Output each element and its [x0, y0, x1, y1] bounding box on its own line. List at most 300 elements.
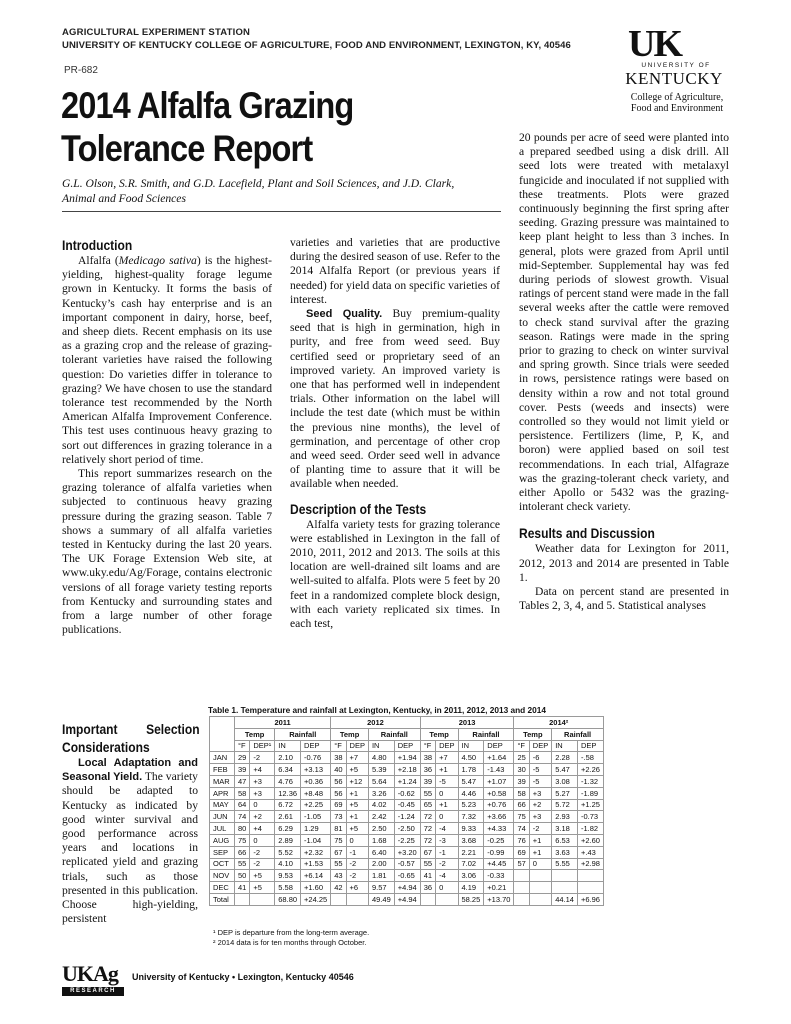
report-title: 2014 Alfalfa Grazing Tolerance Report [61, 85, 354, 169]
unit-header: DEP [577, 740, 603, 752]
table-cell [552, 882, 578, 894]
table-cell: 4.19 [458, 882, 484, 894]
table-row [210, 752, 604, 764]
table-cell: 2.89 [275, 834, 301, 846]
table-cell: -0.57 [394, 858, 420, 870]
table-cell: +2.60 [577, 834, 603, 846]
table-cell: +2.18 [394, 764, 420, 776]
page-footer [62, 962, 392, 998]
temp-header: Temp [514, 728, 552, 740]
table-cell: +3 [250, 775, 275, 787]
table-cell: +3.13 [301, 764, 331, 776]
table-row [210, 858, 604, 870]
unit-header: IN [275, 740, 301, 752]
unit-header: °F [420, 740, 435, 752]
table-cell: 30 [514, 764, 529, 776]
table-cell: -2.50 [394, 823, 420, 835]
table-cell: -6 [529, 752, 551, 764]
table-cell: 2.28 [552, 752, 578, 764]
table-cell: 69 [331, 799, 346, 811]
month-cell: JUN [210, 811, 235, 823]
table-cell: +5 [346, 764, 368, 776]
table-cell: 3.08 [552, 775, 578, 787]
table-cell: -2.25 [394, 834, 420, 846]
publication-number: PR-682 [64, 65, 98, 76]
table-cell: -0.99 [484, 846, 514, 858]
table-cell: -2 [346, 870, 368, 882]
table-cell: 6.53 [552, 834, 578, 846]
table-cell: -1.05 [301, 811, 331, 823]
table-cell: +5 [346, 823, 368, 835]
table-cell: -2 [250, 752, 275, 764]
unit-header: DEP¹ [250, 740, 275, 752]
table-cell: 58.25 [458, 893, 484, 905]
station-name: AGRICULTURAL EXPERIMENT STATION [62, 27, 251, 38]
table-cell: +2.25 [301, 799, 331, 811]
table-cell: +.43 [577, 846, 603, 858]
table-cell: -0.25 [484, 834, 514, 846]
table-cell: 55 [331, 858, 346, 870]
table-cell: 4.02 [368, 799, 394, 811]
rainfall-header: Rainfall [368, 728, 420, 740]
table-cell [514, 882, 529, 894]
table-cell: +0.21 [484, 882, 514, 894]
table-cell: 0 [250, 799, 275, 811]
table-cell: 2.00 [368, 858, 394, 870]
table-cell: 66 [235, 846, 250, 858]
table-cell: +1 [346, 787, 368, 799]
table-cell: +8.48 [301, 787, 331, 799]
table-cell: 5.58 [275, 882, 301, 894]
table-cell [514, 893, 529, 905]
table-row [210, 834, 604, 846]
table-cell: 4.50 [458, 752, 484, 764]
table-cell: 29 [235, 752, 250, 764]
uk-logo [606, 24, 736, 124]
table-cell: -2 [436, 858, 458, 870]
table-cell: +3 [250, 787, 275, 799]
table-cell [552, 870, 578, 882]
results-paragraph-1: Weather data for Lexington for 2011, 2012, 2013 and 2014 are presented in Table 1. [519, 542, 729, 584]
selection-paragraph: Local Adaptation and Seasonal Yield. The variety should be adapted to Kentucky as indicated by good winter survival and good performance across years and locations in replicated yield and grazing trials, such as those presented in this publication. Choose high-yielding, persistent [62, 757, 198, 926]
table-cell: 4.76 [275, 775, 301, 787]
table-cell: -2 [250, 846, 275, 858]
table-cell: 7.02 [458, 858, 484, 870]
table-cell: +4 [250, 823, 275, 835]
table-cell: 56 [331, 787, 346, 799]
weather-table [209, 716, 604, 906]
table-cell: +2.32 [301, 846, 331, 858]
table-cell: 74 [514, 823, 529, 835]
table-cell [331, 893, 346, 905]
results-heading: Results and Discussion [519, 525, 655, 542]
table-cell [250, 893, 275, 905]
table-cell: -5 [436, 775, 458, 787]
unit-header: DEP [436, 740, 458, 752]
table-cell: +24.25 [301, 893, 331, 905]
table-cell: +0.36 [301, 775, 331, 787]
table-cell [529, 893, 551, 905]
month-cell: MAY [210, 799, 235, 811]
table-cell: +2.98 [577, 858, 603, 870]
uk-kentucky: KENTUCKY [625, 69, 723, 88]
table-cell: +4.94 [394, 893, 420, 905]
table-cell: -5 [529, 764, 551, 776]
table-cell: 49.49 [368, 893, 394, 905]
table-cell: 39 [420, 775, 435, 787]
table-row [210, 799, 604, 811]
unit-header: IN [552, 740, 578, 752]
table-cell: 41 [235, 882, 250, 894]
table-cell: 4.80 [368, 752, 394, 764]
table-cell: 5.23 [458, 799, 484, 811]
table-cell: 5.39 [368, 764, 394, 776]
table-cell: -1 [346, 846, 368, 858]
month-cell: AUG [210, 834, 235, 846]
month-cell: DEC [210, 882, 235, 894]
university-line: UNIVERSITY OF KENTUCKY COLLEGE OF AGRICULTURE, FOOD AND ENVIRONMENT, LEXINGTON, KY, 40546 [62, 40, 571, 51]
table-cell [436, 893, 458, 905]
table-row [210, 870, 604, 882]
table-cell: +6.96 [577, 893, 603, 905]
table-cell: 0 [436, 811, 458, 823]
table-cell: 12.36 [275, 787, 301, 799]
table-row [210, 787, 604, 799]
year-header: 2014² [514, 717, 604, 729]
column-1-lower [62, 720, 198, 926]
table-cell: 50 [235, 870, 250, 882]
column-2 [290, 236, 500, 631]
column-1 [62, 236, 272, 637]
table-cell: -0.62 [394, 787, 420, 799]
table-row [210, 764, 604, 776]
table-cell: 39 [514, 775, 529, 787]
month-cell: JAN [210, 752, 235, 764]
table-cell: +2 [250, 811, 275, 823]
table-cell: 67 [331, 846, 346, 858]
table-cell: -1.04 [301, 834, 331, 846]
month-cell: MAR [210, 775, 235, 787]
table-cell: +1 [529, 834, 551, 846]
table-cell: 0 [529, 858, 551, 870]
table-cell: 7.32 [458, 811, 484, 823]
unit-header: IN [458, 740, 484, 752]
table-cell: 75 [331, 834, 346, 846]
table-cell: 3.63 [552, 846, 578, 858]
table-cell: -0.76 [301, 752, 331, 764]
table-cell: 3.26 [368, 787, 394, 799]
table-year-row [210, 717, 604, 729]
table-cell: +0.76 [484, 799, 514, 811]
table-cell: 6.72 [275, 799, 301, 811]
table-group-row [210, 728, 604, 740]
table-cell: 68.80 [275, 893, 301, 905]
table-cell: +1.25 [577, 799, 603, 811]
selection-heading: Important Selection Considerations [62, 721, 200, 755]
title-divider [62, 211, 501, 212]
year-header: 2011 [235, 717, 331, 729]
table-row [210, 811, 604, 823]
table-cell: 36 [420, 882, 435, 894]
month-cell: NOV [210, 870, 235, 882]
column-3 [519, 131, 729, 614]
month-cell: JUL [210, 823, 235, 835]
rainfall-header: Rainfall [458, 728, 514, 740]
footer-address: University of Kentucky • Lexington, Kentucky 40546 [132, 972, 354, 982]
table-cell [577, 870, 603, 882]
table-cell: 1.29 [301, 823, 331, 835]
table-cell: 72 [420, 823, 435, 835]
uk-college: College of Agriculture, Food and Environment [630, 92, 724, 114]
table-cell: -.58 [577, 752, 603, 764]
table-cell: 41 [420, 870, 435, 882]
table-cell: +1 [436, 764, 458, 776]
temp-header: Temp [420, 728, 458, 740]
uk-mark: UK [628, 23, 681, 65]
month-cell: FEB [210, 764, 235, 776]
table-cell: 9.57 [368, 882, 394, 894]
month-header [210, 717, 235, 752]
table-cell: 3.18 [552, 823, 578, 835]
table-cell: +1.64 [484, 752, 514, 764]
table-cell: 75 [235, 834, 250, 846]
table-cell: +1 [346, 811, 368, 823]
table-cell: 1.68 [368, 834, 394, 846]
table-cell: 67 [420, 846, 435, 858]
unit-header: DEP [301, 740, 331, 752]
table-cell [420, 893, 435, 905]
unit-header: IN [368, 740, 394, 752]
table-cell: 75 [514, 811, 529, 823]
table-cell: +13.70 [484, 893, 514, 905]
table-cell: 73 [331, 811, 346, 823]
table-cell: +3.20 [394, 846, 420, 858]
table-cell: 2.61 [275, 811, 301, 823]
research-label: RESEARCH [62, 987, 124, 996]
table-row [210, 846, 604, 858]
table-cell: 57 [514, 858, 529, 870]
table-cell: 4.46 [458, 787, 484, 799]
table-cell: 44.14 [552, 893, 578, 905]
table-cell: -1.89 [577, 787, 603, 799]
uk-university-of: UNIVERSITY OF [641, 62, 711, 69]
table-caption: Table 1. Temperature and rainfall at Lexington, Kentucky, in 2011, 2012, 2013 and 2014 [208, 705, 547, 715]
table-cell: 58 [235, 787, 250, 799]
month-cell: SEP [210, 846, 235, 858]
authors: G.L. Olson, S.R. Smith, and G.D. Lacefield, Plant and Soil Sciences, and J.D. Clark, Animal and Food Sciences [62, 177, 455, 205]
table-cell: 1.78 [458, 764, 484, 776]
table-cell: 5.47 [458, 775, 484, 787]
rainfall-header: Rainfall [552, 728, 604, 740]
table-cell: 1.81 [368, 870, 394, 882]
temp-header: Temp [235, 728, 275, 740]
table-cell: +7 [436, 752, 458, 764]
table-cell: +4.33 [484, 823, 514, 835]
table-cell: +3 [529, 787, 551, 799]
table-cell: 6.29 [275, 823, 301, 835]
year-header: 2012 [331, 717, 421, 729]
rainfall-header: Rainfall [275, 728, 331, 740]
month-cell: APR [210, 787, 235, 799]
seed-quality-paragraph: Seed Quality. Buy premium-quality seed that is high in germination, high in purity, and free from weed seed. Buy certified seed or proprietary seed of an improved variety. An improved variety is one that has performed well in independent trials. Other information on the label will include the test date (which must be within the previous nine months), the level of germination, and percentage of other crop and weed seed. Order seed well in advance of planting time to assure that it will be available when needed. [290, 307, 500, 491]
table-cell [346, 893, 368, 905]
table-cell: +6.14 [301, 870, 331, 882]
table-cell: 55 [235, 858, 250, 870]
table-cell: +1.53 [301, 858, 331, 870]
results-paragraph-2: Data on percent stand are presented in Tables 2, 3, 4, and 5. Statistical analyses [519, 585, 729, 613]
table-cell: 38 [331, 752, 346, 764]
table-cell: -1 [436, 846, 458, 858]
tests-heading: Description of the Tests [290, 500, 427, 517]
table-cell: 40 [331, 764, 346, 776]
table-cell: 9.53 [275, 870, 301, 882]
table-cell: 2.42 [368, 811, 394, 823]
table-cell [529, 870, 551, 882]
unit-header: °F [331, 740, 346, 752]
table-cell [514, 870, 529, 882]
introduction-heading: Introduction [62, 237, 133, 253]
table-unit-row [210, 740, 604, 752]
table-cell: +7 [346, 752, 368, 764]
table-cell: 64 [235, 799, 250, 811]
table-cell: +4 [250, 764, 275, 776]
table-cell: 2.93 [552, 811, 578, 823]
table-cell: -4 [436, 870, 458, 882]
table-cell: 4.10 [275, 858, 301, 870]
table-cell: 42 [331, 882, 346, 894]
table-cell: -1.32 [577, 775, 603, 787]
tests-paragraph: Alfalfa variety tests for grazing tolerance were established in Lexington in the fall of 2010, 2011, 2012 and 2013. The soils at this location are well-drained silt loams and are well-suited to alfalfa. Plots were 5 feet by 20 feet in a randomized complete block design, with each variety replicated six times. In each test, [290, 517, 500, 631]
table-cell: 0 [250, 834, 275, 846]
table-cell: -2 [250, 858, 275, 870]
table-cell: -0.73 [577, 811, 603, 823]
year-header: 2013 [420, 717, 514, 729]
table-cell: 0 [436, 882, 458, 894]
table-cell: +5 [250, 870, 275, 882]
table-cell: 5.27 [552, 787, 578, 799]
table-cell: -1.82 [577, 823, 603, 835]
table-cell: 5.72 [552, 799, 578, 811]
table-cell: +1 [529, 846, 551, 858]
table-cell: +3.66 [484, 811, 514, 823]
temp-header: Temp [331, 728, 369, 740]
table-cell: -3 [436, 834, 458, 846]
table-row [210, 823, 604, 835]
table-cell: -4 [436, 823, 458, 835]
table-cell: 25 [514, 752, 529, 764]
table-cell: +1.07 [484, 775, 514, 787]
table-cell: 5.52 [275, 846, 301, 858]
table-cell: +5 [250, 882, 275, 894]
unit-header: DEP [346, 740, 368, 752]
table-cell: 72 [420, 834, 435, 846]
table-cell: 74 [235, 811, 250, 823]
table-cell: 3.06 [458, 870, 484, 882]
table-cell [529, 882, 551, 894]
table-cell: 66 [514, 799, 529, 811]
table-cell: 55 [420, 787, 435, 799]
table-cell: +0.58 [484, 787, 514, 799]
table-cell: -0.33 [484, 870, 514, 882]
table-cell: -1.24 [394, 811, 420, 823]
table-cell: +4.45 [484, 858, 514, 870]
table-cell: -2 [346, 858, 368, 870]
col3-continuation: 20 pounds per acre of seed were planted into a prepared seedbed using a disk drill. All seed lots were treated with metalaxyl fungicide and inoculated if not supplied with these treatments. Plots were grazed continuously beginning the first spring after seeding. Grazing pressure was maintained to keep plant height to less than 3 inches. In general, plots were grazed from April until mid-September. Supplemental hay was fed during periods of slowest growth. Visual ratings of percent stand were made in the fall several weeks after the cattle were removed to check stand survival after the grazing season. Ratings were made in the spring prior to grazing to check on winter survival and spring growth. Since trials were seeded in rows, persistence ratings were based on density within a row and not total ground cover. Pests (weeds and insects) were controlled so they would not limit yield or persistence. Fertilizers (lime, P, K, and boron) were applied based on soil test recommendations. In each trial, Alfagraze was the grazing-tolerant check variety, and either Apollo or 5432 was the grazing-intolerant check variety. [519, 131, 729, 514]
table-body [210, 752, 604, 905]
table-cell: 6.40 [368, 846, 394, 858]
table-cell: 9.33 [458, 823, 484, 835]
table-cell: 0 [436, 787, 458, 799]
table-cell: +1 [436, 799, 458, 811]
table-row [210, 882, 604, 894]
table-cell: 65 [420, 799, 435, 811]
table-cell: +6 [346, 882, 368, 894]
table-cell [577, 882, 603, 894]
table-cell: 2.10 [275, 752, 301, 764]
table-cell: 69 [514, 846, 529, 858]
table-footnote-1: ¹ DEP is departure from the long-term average. [213, 928, 370, 937]
ukag-logo: UKAg [62, 961, 118, 986]
table-cell: +12 [346, 775, 368, 787]
table-cell: 47 [235, 775, 250, 787]
table-cell: -5 [529, 775, 551, 787]
table-cell: 0 [346, 834, 368, 846]
table-footnote-2: ² 2014 data is for ten months through October. [213, 938, 367, 947]
table-cell: 2.50 [368, 823, 394, 835]
unit-header: °F [514, 740, 529, 752]
table-cell: 80 [235, 823, 250, 835]
table-cell: +2.26 [577, 764, 603, 776]
col2-continuation: varieties and varieties that are productive during the desired season of use. Refer to the 2014 Alfalfa Report (or previous years if needed) for yield data on specific varieties of interest. [290, 236, 500, 306]
table-cell: +2 [529, 799, 551, 811]
unit-header: DEP [484, 740, 514, 752]
table-cell: +5 [346, 799, 368, 811]
table-cell: 6.34 [275, 764, 301, 776]
table-cell: 38 [420, 752, 435, 764]
table-cell [235, 893, 250, 905]
intro-paragraph-2: This report summarizes research on the grazing tolerance of alfalfa varieties when subjected to continuous heavy grazing pressure during the grazing season. Table 7 shows a summary of all alfalfa varieties tested in Kentucky during the last 20 years. The UK Forage Extension Web site, at www.uky.edu/Ag/Forage, contains electronic versions of all forage variety testing reports from Kentucky and surrounding states and from a large number of other forage publications. [62, 467, 272, 637]
unit-header: °F [235, 740, 250, 752]
table-cell: +3 [529, 811, 551, 823]
table-row [210, 893, 604, 905]
table-cell: 3.68 [458, 834, 484, 846]
table-cell: 55 [420, 858, 435, 870]
table-cell: -0.65 [394, 870, 420, 882]
table-cell: -0.45 [394, 799, 420, 811]
table-cell: 43 [331, 870, 346, 882]
month-cell: Total [210, 893, 235, 905]
table-cell: 76 [514, 834, 529, 846]
table-cell: 58 [514, 787, 529, 799]
table-cell: +1.94 [394, 752, 420, 764]
table-row [210, 775, 604, 787]
table-cell: -1.43 [484, 764, 514, 776]
table-cell: +4.94 [394, 882, 420, 894]
table-cell: 81 [331, 823, 346, 835]
table-cell: 36 [420, 764, 435, 776]
table-cell: 39 [235, 764, 250, 776]
table-cell: +1.24 [394, 775, 420, 787]
table-cell: 5.64 [368, 775, 394, 787]
table-cell: 2.21 [458, 846, 484, 858]
unit-header: DEP [394, 740, 420, 752]
table-cell: 72 [420, 811, 435, 823]
table-cell: +1.60 [301, 882, 331, 894]
table-cell: 5.55 [552, 858, 578, 870]
table-cell: 56 [331, 775, 346, 787]
intro-paragraph-1: Alfalfa (Medicago sativa) is the highest-yielding, highest-quality forage legume grown in Kentucky. It forms the basis of Kentucky’s cash hay enterprise and is an important component in dairy, horse, beef, and sheep diets. Recent emphasis on its use as a grazing crop and the release of grazing-tolerant varieties have raised the following question: Do varieties differ in tolerance to grazing? We have chosen to use the standard tolerance test recommended by the North American Alfalfa Improvement Conference. This test uses continuous heavy grazing to sort out differences in grazing tolerance in a relatively short period of time. [62, 254, 273, 466]
table-cell: 5.47 [552, 764, 578, 776]
